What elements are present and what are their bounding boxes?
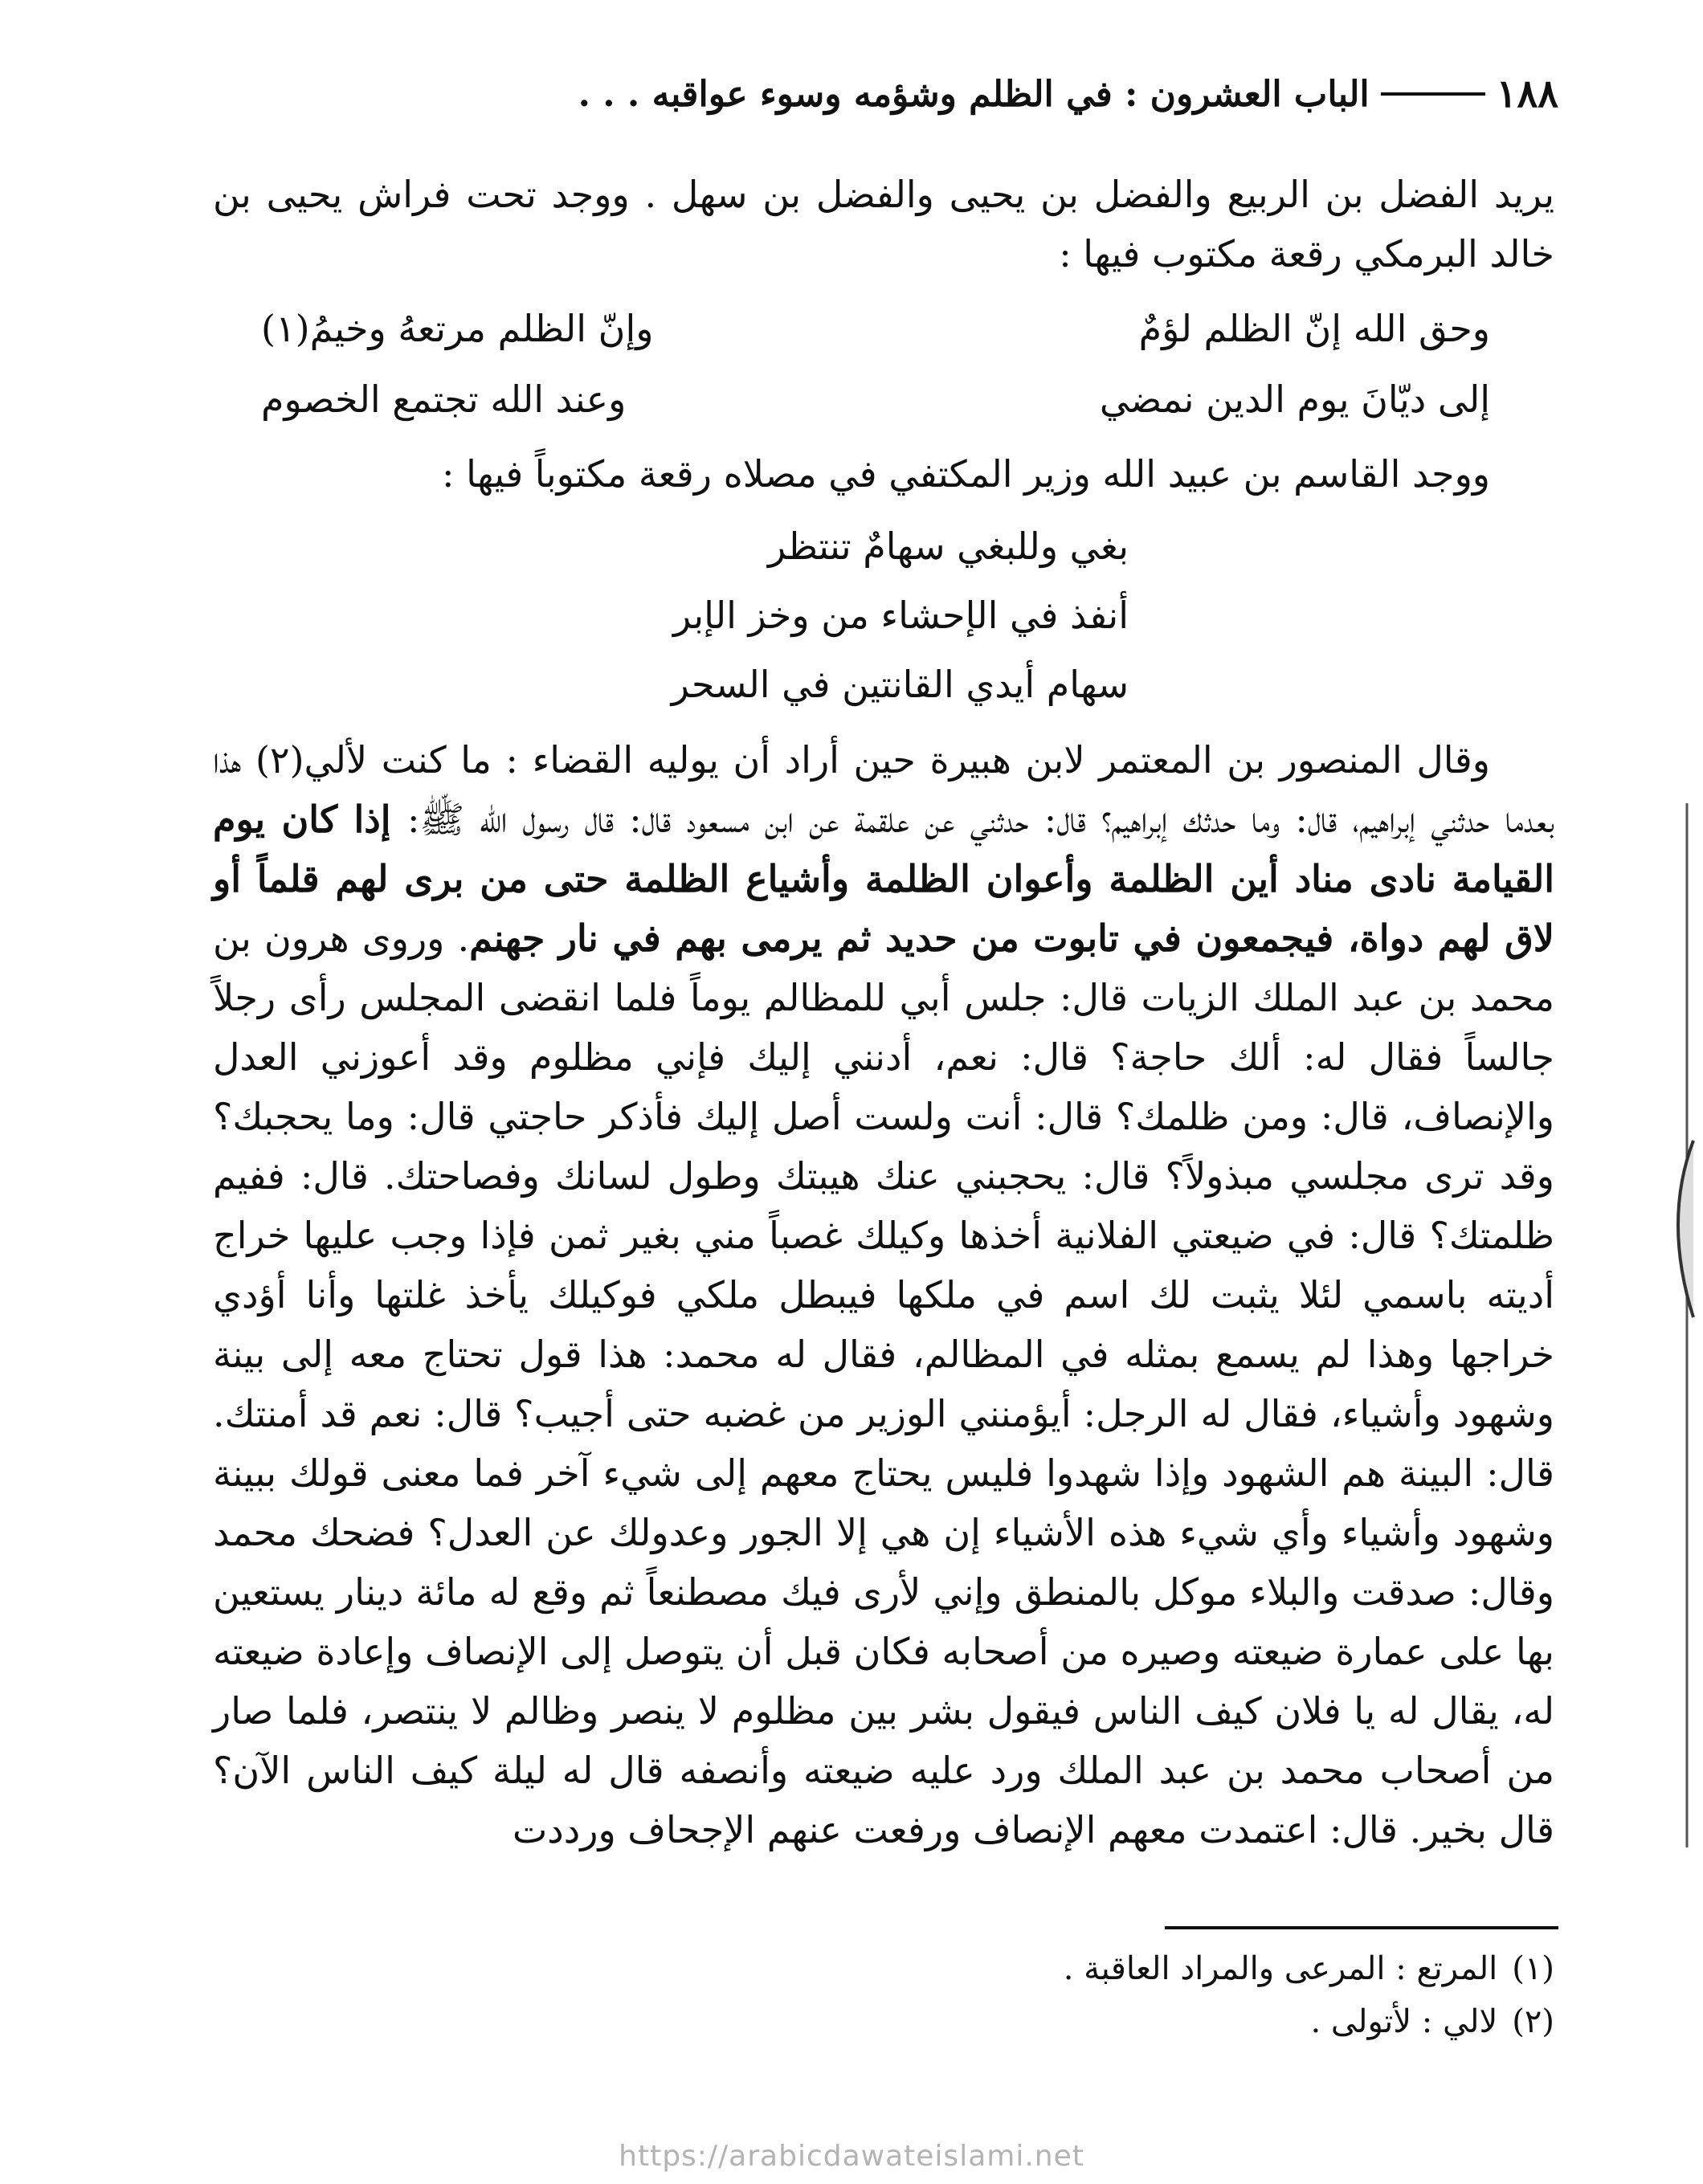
poem-line-2: أنفذ في الإحشاء من وخز الإبر [672,594,1129,637]
hemistich-left: وعند الله تجتمع الخصوم [261,378,627,421]
header-rule [1381,92,1485,96]
page-number: ١٨٨ [1496,71,1558,116]
hemistich-right: إلى ديّانَ يوم الدين نمضي [1099,378,1490,421]
intro-paragraph-1: يريد الفضل بن الربيع والفضل بن يحيى والفضل بن سهل . ووجد تحت فراش يحيى بن خالد البرمكي رقعة مكتوب فيها : [213,173,1554,276]
intro-paragraph-2: ووجد القاسم بن عبيد الله وزير المكتفي في مصلاه رقعة مكتوباً فيها : [441,452,1490,496]
couplet-1 [261,293,1490,364]
footnote-2 [643,1995,1554,2048]
footnotes [643,1942,1554,2048]
footnote-number: (٢) [1512,2003,1554,2040]
poem-lines [213,512,1554,719]
footnote-text: المرتع : المرعى والمراد العاقبة . [1063,1950,1498,1987]
footnote-number: (١) [1512,1950,1554,1987]
poem-line-1: بغي وللبغي سهامٌ تنتظر [768,525,1129,568]
footnote-rule [1165,1926,1558,1929]
running-header [201,66,1558,122]
chapter-title: الباب العشرون : في الظلم وشؤمه وسوء عواقبه . . . [578,73,1370,115]
hadith-text: إذا كان يوم القيامة نادى مناد أين الظلمة وأعوان الظلمة وأشياع الظلمة حتى من برى لهم قلماً أو لاق لهم دواة، فيجمعون في تابوت من حديد ثم يرمى بهم في نار جهنم [213,798,1555,960]
footnote-1 [643,1942,1554,1995]
hemistich-right: وحق الله إنّ الظلم لؤمٌ [1138,307,1490,350]
paragraph-start: وقال المنصور بن المعتمر لابن هبيرة حين أراد أن يوليه القضاء : ما كنت لألي(٢) هذا بعدما حدثني إبراهيم، قال: وما حدثك إبراهيم؟ قال: حدثني عن علقمة عن ابن مسعود قال: قال رسول الله ﷺ: [213,738,1554,841]
poem-couplets [213,293,1554,435]
main-text [213,165,1554,1859]
couplet-2 [261,364,1490,435]
main-paragraph [213,730,1554,1859]
page-binding-edge [1655,803,1703,1847]
poem-line-3: سهام أيدي القانتين في السحر [671,663,1129,706]
source-watermark: https://arabicdawateislami.net [619,2140,1084,2173]
paragraph-continuation: . وروى هرون بن محمد بن عبد الملك الزيات قال: جلس أبي للمظالم يوماً فلما انقضى المجلس رأى رجلاً جالساً فقال له: ألك حاجة؟ قال: نعم، أدنني إليك فإني مظلوم وقد أعوزني العدل والإنصاف، قال: ومن ظلمك؟ قال: أنت ولست أصل إليك فأذكر حاجتي قال: وما يحجبك؟ وقد ترى مجلسي مبذولاً؟ قال: يحجبني عنك هيبتك وطول لسانك وفصاحتك. قال: ففيم ظلمتك؟ قال: في ضيعتي الفلانية أخذها وكيلك غصباً مني بغير ثمن فإذا وجب عليها خراج أديته باسمي لئلا يثبت لك اسم في ملكها فيبطل ملكي فوكيلك يأخذ غلتها وأنا أؤدي خراجها وهذا لم يسمع بمثله في المظالم، فقال له محمد: هذا قول تحتاج معه إلى بينة وشهود وأشياء، فقال له الرجل: أيؤمنني الوزير من غضبه حتى أجيب؟ قال: نعم قد أمنتك. قال: البينة هم الشهود وإذا شهدوا فليس يحتاج معهم إلى شيء آخر فما معنى قولك ببينة وشهود وأشياء وأي شيء هذه الأشياء إن هي إلا الجور وعدولك عن العدل؟ فضحك محمد وقال: صدقت والبلاء موكل بالمنطق وإني لأرى فيك مصطنعاً ثم وقع له مائة دينار يستعين بها على عمارة ضيعته وصيره من أصحابه فكان قبل أن يتوصل إلى الإنصاف وإعادة ضيعته له، يقال له يا فلان كيف الناس فيقول بشر بين مظلوم لا ينصر وظالم لا ينتصر، فلما صار من أصحاب محمد بن عبد الملك ورد عليه ضيعته وأنصفه قال له ليلة كيف الناس الآن؟ قال بخير. قال: اعتمدت معهم الإنصاف ورفعت عنهم الإجحاف ورددت [213,916,1554,1851]
hemistich-left: وإنّ الظلم مرتعهُ وخيمُ(١) [261,307,654,350]
footnote-text: لالي : لأتولى . [1310,2003,1498,2040]
